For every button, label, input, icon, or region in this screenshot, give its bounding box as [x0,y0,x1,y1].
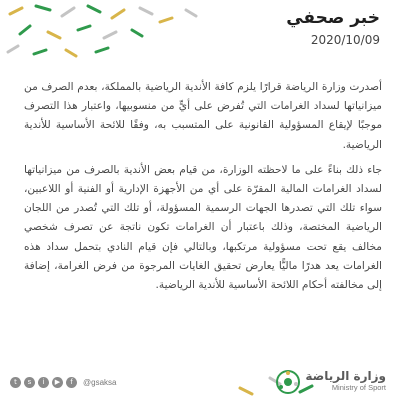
youtube-icon: ▶ [52,377,63,388]
release-date: 2020/10/09 [310,33,380,47]
instagram-icon: i [38,377,49,388]
press-release-body [24,78,382,301]
ministry-brand [276,370,386,394]
brand-name-arabic: وزارة الرياضة [305,369,386,383]
paragraph-2: جاء ذلك بناءً على ما لاحظته الوزارة، من قيام بعض الأندية بالصرف من ميزانياتها لسداد الغرامات المالية المقرّة على أي من الأجهزة الإدارية أو الفنية أو اللاعبين، سواء تلك التي تصدرها الجهات الرسمية المسؤولة، أو تلك التي تُصدر من اللجان الرياضية المختصة، وذلك باعتبار أن الغرامات تكون ناتجة عن تصرف شخصي مخالف يقع تحت مسؤولية مرتكبها، وبالتالي فإن قيام النادي بتحمل سداد هذه الغرامات يعد هدرًا ماليًّا يعارض تحقيق الغايات المرجوة من فرض الغرامة، إضافة إلى مخالفته أحكام اللائحة الأساسية للأندية الرياضية. [24,163,382,292]
social-handle: @gsaksa [83,378,117,387]
page-title: خبر صحفي [286,8,380,28]
header [286,8,380,48]
social-links [10,377,116,388]
brand-name-english: Ministry of Sport [331,383,386,392]
footer [0,360,400,400]
paragraph-1: أصدرت وزارة الرياضة قرارًا يلزم كافة الأندية الرياضية بالمملكة، بعدم الصرف من ميزانياتها لسداد الغرامات التي تُفرض على أيٍّ من منسوبيها، واعتبار هذا التصرف موجبًا لإيقاع المسؤولية القانونية على المتسبب به، وفقًا للائحة الأساسية للأندية الرياضية. [24,81,382,151]
snapchat-icon: s [24,377,35,388]
ministry-logo-icon [276,370,300,394]
twitter-icon: t [10,377,21,388]
facebook-icon: f [66,377,77,388]
